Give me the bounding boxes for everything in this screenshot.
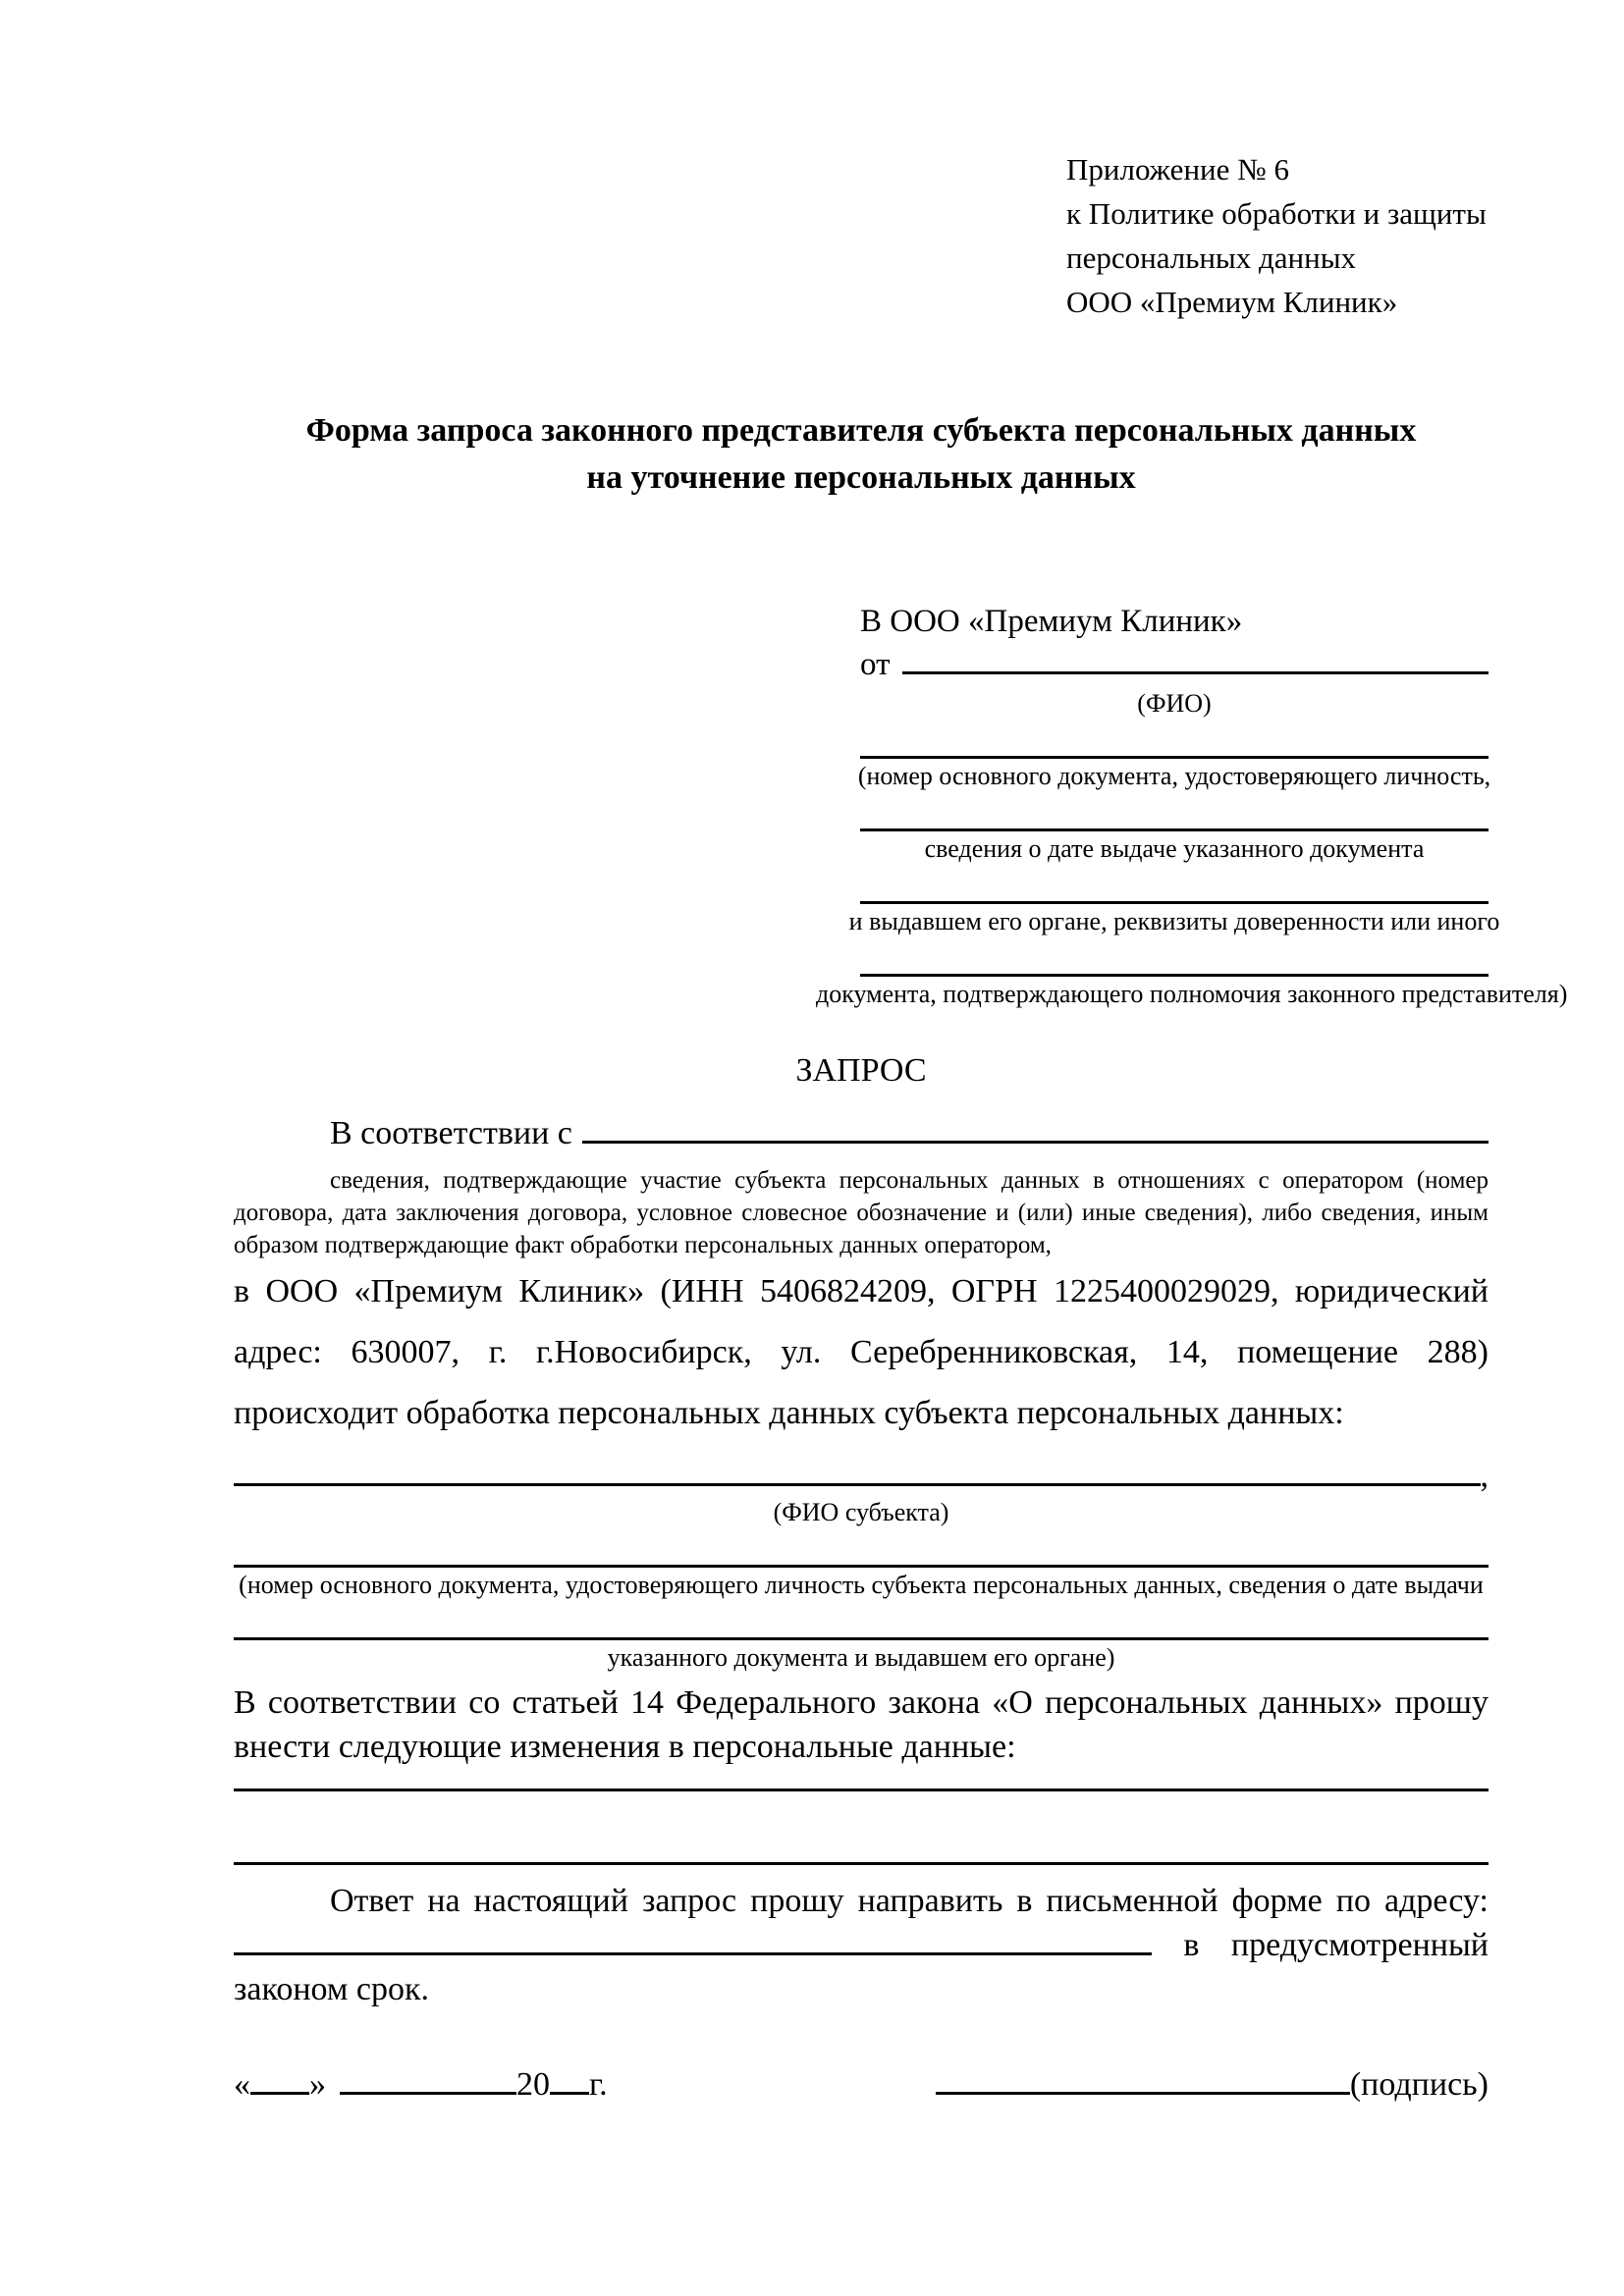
representative-doc-blank-4: [860, 974, 1489, 977]
trailing-comma: ,: [1480, 1458, 1489, 1494]
intro-line: [234, 1111, 1489, 1156]
changes-blank-2: [234, 1862, 1489, 1865]
from-label: от: [860, 647, 891, 682]
changes-blank-1: [234, 1789, 1489, 1791]
appendix-line-4: ООО «Премиум Клиник»: [1066, 285, 1398, 319]
answer-line-3: законом срок.: [234, 1971, 429, 2007]
subject-fio-blank: [234, 1483, 1481, 1486]
subject-fio-line: [234, 1458, 1489, 1495]
date-line: [234, 2062, 608, 2108]
signature-blank: [936, 2092, 1350, 2095]
subject-doc-blank-2: [234, 1637, 1489, 1640]
representative-doc-caption-1: (номер основного документа, удостоверяющего личность,: [857, 762, 1491, 790]
representative-doc-caption-2: сведения о дате выдаче указанного документа: [924, 834, 1425, 863]
form-title: [234, 407, 1489, 502]
fio-caption: (ФИО): [1137, 689, 1212, 718]
quote-close: »: [309, 2066, 326, 2103]
year-suffix: г.: [589, 2066, 608, 2103]
appendix-block: [1066, 147, 1489, 324]
month-blank: [340, 2092, 516, 2095]
answer-address-blank: [234, 1952, 1152, 1955]
operator-paragraph: в ООО «Премиум Клиник» (ИНН 5406824209, ОГРН 1225400029029, юридический адрес: 630007, г. г.Новосибирск, ул. Серебренниковская, 14, помещение 288) происходит обработка персональных данных субъекта персональных данных:: [234, 1273, 1489, 1431]
representative-doc-caption-3: и выдавшем его органе, реквизиты доверенности или иного: [848, 907, 1500, 935]
representative-doc-blank-3: [860, 901, 1489, 904]
subject-doc-caption-1: (номер основного документа, удостоверяющего личность субъекта персональных данных, сведения о дате выдачи: [239, 1571, 1484, 1599]
form-title-line-2: на уточнение персональных данных: [586, 459, 1136, 496]
answer-line-2: [234, 1923, 1489, 1967]
intro-blank: [582, 1141, 1489, 1144]
representative-doc-blank-2: [860, 828, 1489, 831]
representative-doc-caption-4: документа, подтверждающего полномочия законного представителя): [816, 980, 1568, 1008]
request-heading: ЗАПРОС: [795, 1052, 927, 1089]
year-blank: [550, 2092, 589, 2095]
addressee-to: В ООО «Премиум Клиник»: [860, 604, 1243, 639]
signoff-row: [234, 2062, 1489, 2108]
representative-doc-blank-1: [860, 756, 1489, 759]
signature-line: [936, 2062, 1489, 2108]
answer-line-1: Ответ на настоящий запрос прошу направить в письменной форме по адресу:: [330, 1883, 1489, 1919]
subject-doc-blank-1: [234, 1565, 1489, 1568]
appendix-line-2: к Политике обработки и защиты: [1066, 196, 1487, 231]
addressee-block: [816, 600, 1568, 1009]
from-name-blank: [902, 671, 1489, 674]
year-prefix: 20: [516, 2066, 550, 2103]
appendix-line-1: Приложение № 6: [1066, 152, 1289, 187]
law-paragraph: В соответствии со статьей 14 Федерального закона «О персональных данных» прошу внести следующие изменения в персональные данные:: [234, 1684, 1489, 1765]
day-blank: [250, 2092, 309, 2095]
signature-caption: (подпись): [1349, 2066, 1489, 2103]
addressee-from-line: [860, 643, 1489, 686]
appendix-line-3: персональных данных: [1066, 240, 1357, 275]
intro-caption: сведения, подтверждающие участие субъекта персональных данных в отношениях с оператором (номер договора, дата заключения договора, условное словесное обозначение и (или) иные сведения), либо сведения, иным образом подтверждающие факт обработки персональных данных оператором,: [234, 1167, 1489, 1258]
subject-fio-caption: (ФИО субъекта): [773, 1498, 949, 1526]
form-title-line-1: Форма запроса законного представителя субъекта персональных данных: [305, 412, 1417, 449]
subject-doc-caption-2: указанного документа и выдавшем его органе): [607, 1643, 1115, 1672]
answer-word-2: предусмотренный: [1230, 1927, 1489, 1963]
intro-label: В соответствии с: [330, 1115, 572, 1151]
answer-word-1: в: [1183, 1927, 1200, 1963]
quote-open: «: [234, 2066, 250, 2103]
